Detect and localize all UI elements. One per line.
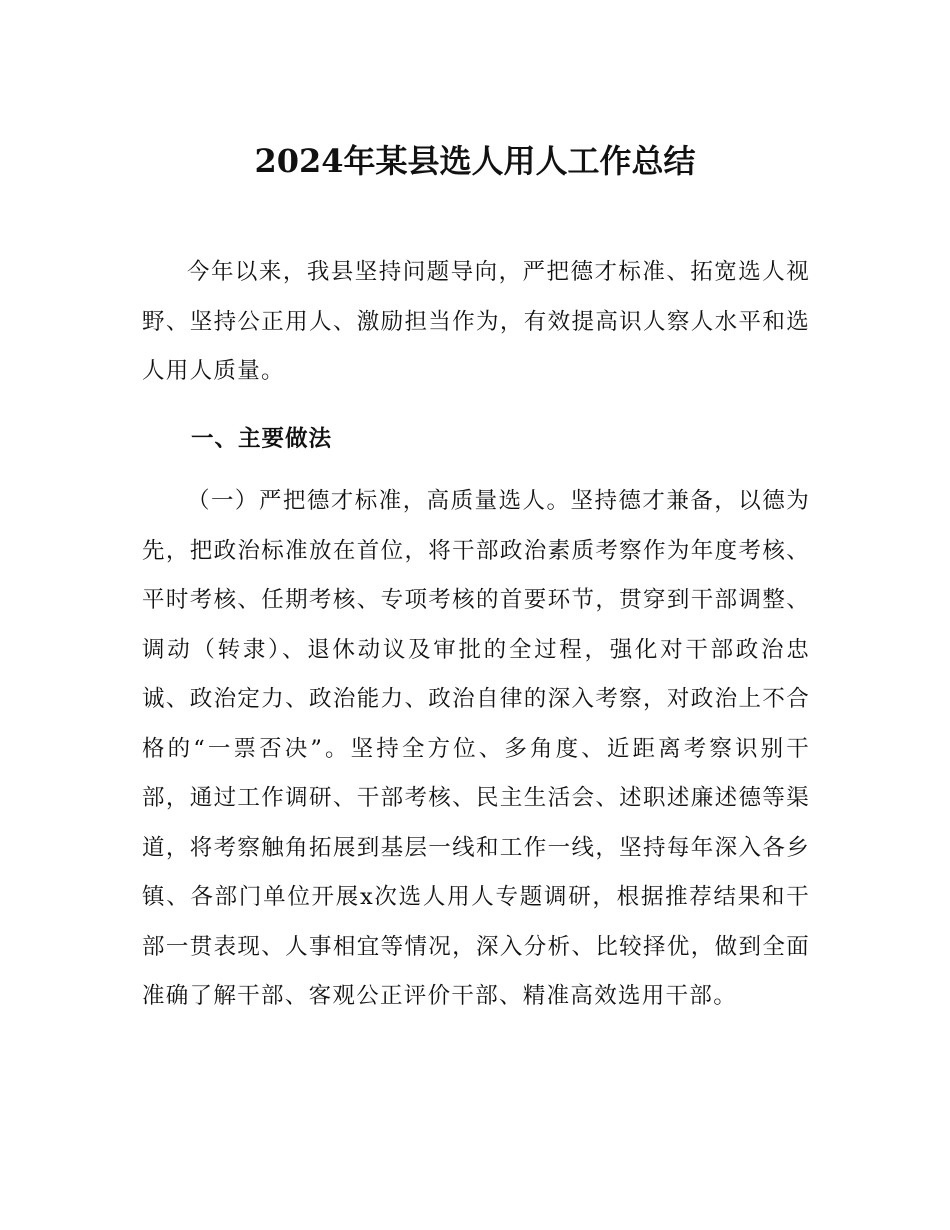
section-heading: 一、主要做法 [191, 426, 333, 452]
intro-paragraph: 今年以来，我县坚持问题导向，严把德才标准、拓宽选人视野、坚持公正用人、激励担当作为，有效提高识人察人水平和选人用人质量。 [142, 259, 810, 384]
body-paragraph: （一）严把德才标准，高质量选人。坚持德才兼备，以德为先，把政治标准放在首位，将干部政治素质考察作为年度考核、平时考核、任期考核、专项考核的首要环节，贯穿到干部调整、调动（转隶）、退休动议及审批的全过程，强化对干部政治忠诚、政治定力、政治能力、政治自律的深入考察，对政治上不合格的“一票否决”。坚持全方位、多角度、近距离考察识别干部，通过工作调研、干部考核、民主生活会、述职述廉述德等渠道，将考察触角拓展到基层一线和工作一线，坚持每年深入各乡镇、各部门单位开展x次选人用人专题调研，根据推荐结果和干部一贯表现、人事相宜等情况，深入分析、比较择优，做到全面准确了解干部、客观公正评价干部、精准高效选用干部。 [142, 488, 810, 1009]
document-title: 2024年某县选人用人工作总结 [254, 142, 696, 181]
